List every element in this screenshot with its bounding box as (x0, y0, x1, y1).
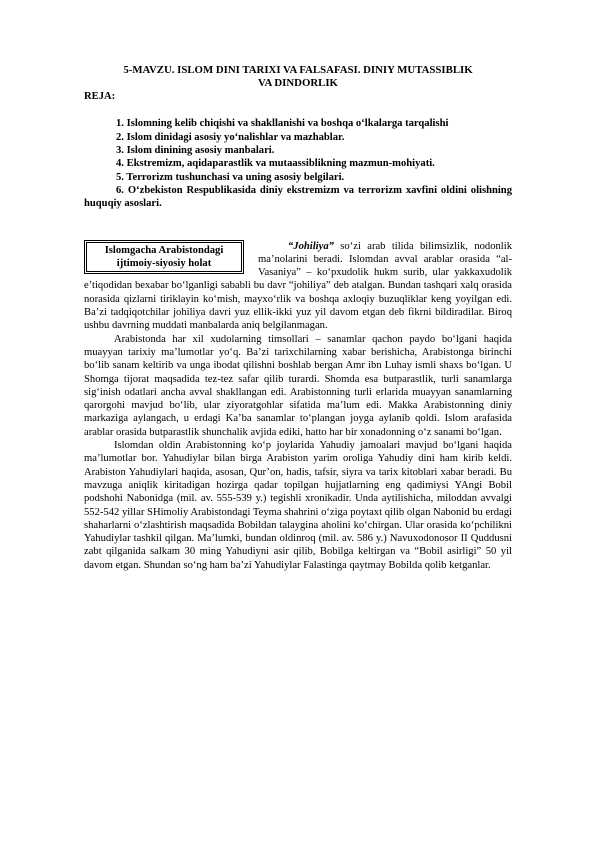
paragraph-2: Arabistonda har xil xudolarning timsollari – sanamlar qachon paydo bo‘lgani haqida muayyan tarixiy ma’lumotlar yo‘q. Ba’zi tarixchilarning xabar berishicha, Arabistonga birinchi bo‘lib sanam keltirib va unga ibodat qilishni boshlab bergan Amr ibn Luhay ismli shaxs bo‘lgan. U Shomga tijorat maqsadida tez-tez safar qilib turardi. Shomda esa butparastlik, turli sanamlarga sig‘inish odatlari ancha avval shakllangan edi. Arabistonning turli erlarida muayyan sanamlarning qarorgohi mavjud bo‘lib, ular ziyoratgohlar sifatida ma’lum edi. Makka Arabistonning diniy markaziga aylangach, u erdagi Ka’ba sanamlar to‘plangan joyga aylanib qoldi. Islom arafasida arablar orasida butparastlik shunchalik avjida ediki, hatto har bir xonadonning o‘z sanami bo‘lgan. (84, 333, 512, 438)
page-title (84, 64, 512, 89)
plan-item-5: 5. Terrorizm tushunchasi va uning asosiy belgilari. (116, 171, 345, 183)
title-line-1: 5-MAVZU. ISLOM DINI TARIXI VA FALSAFASI. DINIY MUTASSIBLIK (123, 64, 473, 76)
paragraph-3: Islomdan oldin Arabistonning ko‘p joylarida Yahudiy jamoalari mavjud bo‘lgani haqida ma’lumotlar bor. Yahudiylar bilan birga Arabiston yarim oroliga Yahudiy dini ham kirib keldi. Arabiston Yahudiylari haqida, asosan, Qur’on, hadis, tafsir, siyra va tarix kitoblari xabar beradi. Bu mavzuga aniqlik kiritadigan hozirga qadar topilgan hujjatlarning eng qadimiysi YAngi Bobil podshohi Nabonidga (mil. av. 555-539 y.) tegishli xronikadir. Unda aytilishicha, miloddan avvalgi 552-542 yillar SHimoliy Arabistondagi Teyma shahrini o‘ziga poytaxt qilib olgan Nabonid bu erdagi shaharlarni o‘zlashtirish maqsadida Bobildan talaygina aholini ko‘chirgan. Ular orasida ko‘pchilikni Yahudiylar tashkil qilgan. Ma’lumki, bundan oldinroq (mil. av. 586 y.) Navuxodonosor II Quddusni zabt qilganida salkam 30 ming Yahudiyni asir qilib, Bobilga keltirgan va “Bobil asirligi” 50 yil davom etgan. Shundan so‘ng ham ba’zi Yahudiylar Falastinga qaytmay Bobilda qolib ketganlar. (84, 440, 512, 571)
plan-heading: REJA: (84, 91, 116, 103)
paragraph-1-text: so‘zi arab tilida bilimsizlik, nodonlik ma’nolarini beradi. Islomdan avval arablar orasida “al-Vasaniya” – ko‘pxudolik hukm surib, ular yakkaxudolik e’tiqodidan bexabar bo‘lganligi sababli bu davr “johiliya” deb atalgan. Bundan tashqari xalq orasida norasida qizlarni tiriklayin ko‘mish, mayxo‘rlik va boshqa axloqiy buzuqliklar keng yoyilgan edi. Ba’zi tadqiqotchilar johiliya davri yuz ellik-ikki yuz yil davom etgan deb fikrni bildiradilar. Biroq ushbu davrning muddati manbalarda aniq belgilanmagan. (84, 240, 512, 332)
plan-list (84, 117, 512, 210)
section-sidebox: Islomgacha Arabistondagi ijtimoiy-siyosiy holat (84, 240, 244, 275)
plan-item-2: 2. Islom dinidagi asosiy yo‘nalishlar va mazhablar. (116, 131, 345, 143)
plan-item-3: 3. Islom dinining asosiy manbalari. (116, 145, 275, 157)
title-line-2: VA DINDORLIK (258, 76, 338, 89)
term-johiliya: “Johiliya” (288, 240, 334, 252)
plan-item-1: 1. Islomning kelib chiqishi va shakllanishi va boshqa o‘lkalarga tarqalishi (116, 118, 449, 130)
document-page (84, 64, 512, 572)
body-text (84, 226, 512, 572)
plan-item-4: 4. Ekstremizm, aqidaparastlik va mutaassiblikning mazmun-mohiyati. (116, 158, 435, 170)
plan-item-6: 6. O‘zbekiston Respublikasida diniy ekstremizm va terrorizm xavfini oldini olishning huquqiy asoslari. (84, 184, 512, 210)
